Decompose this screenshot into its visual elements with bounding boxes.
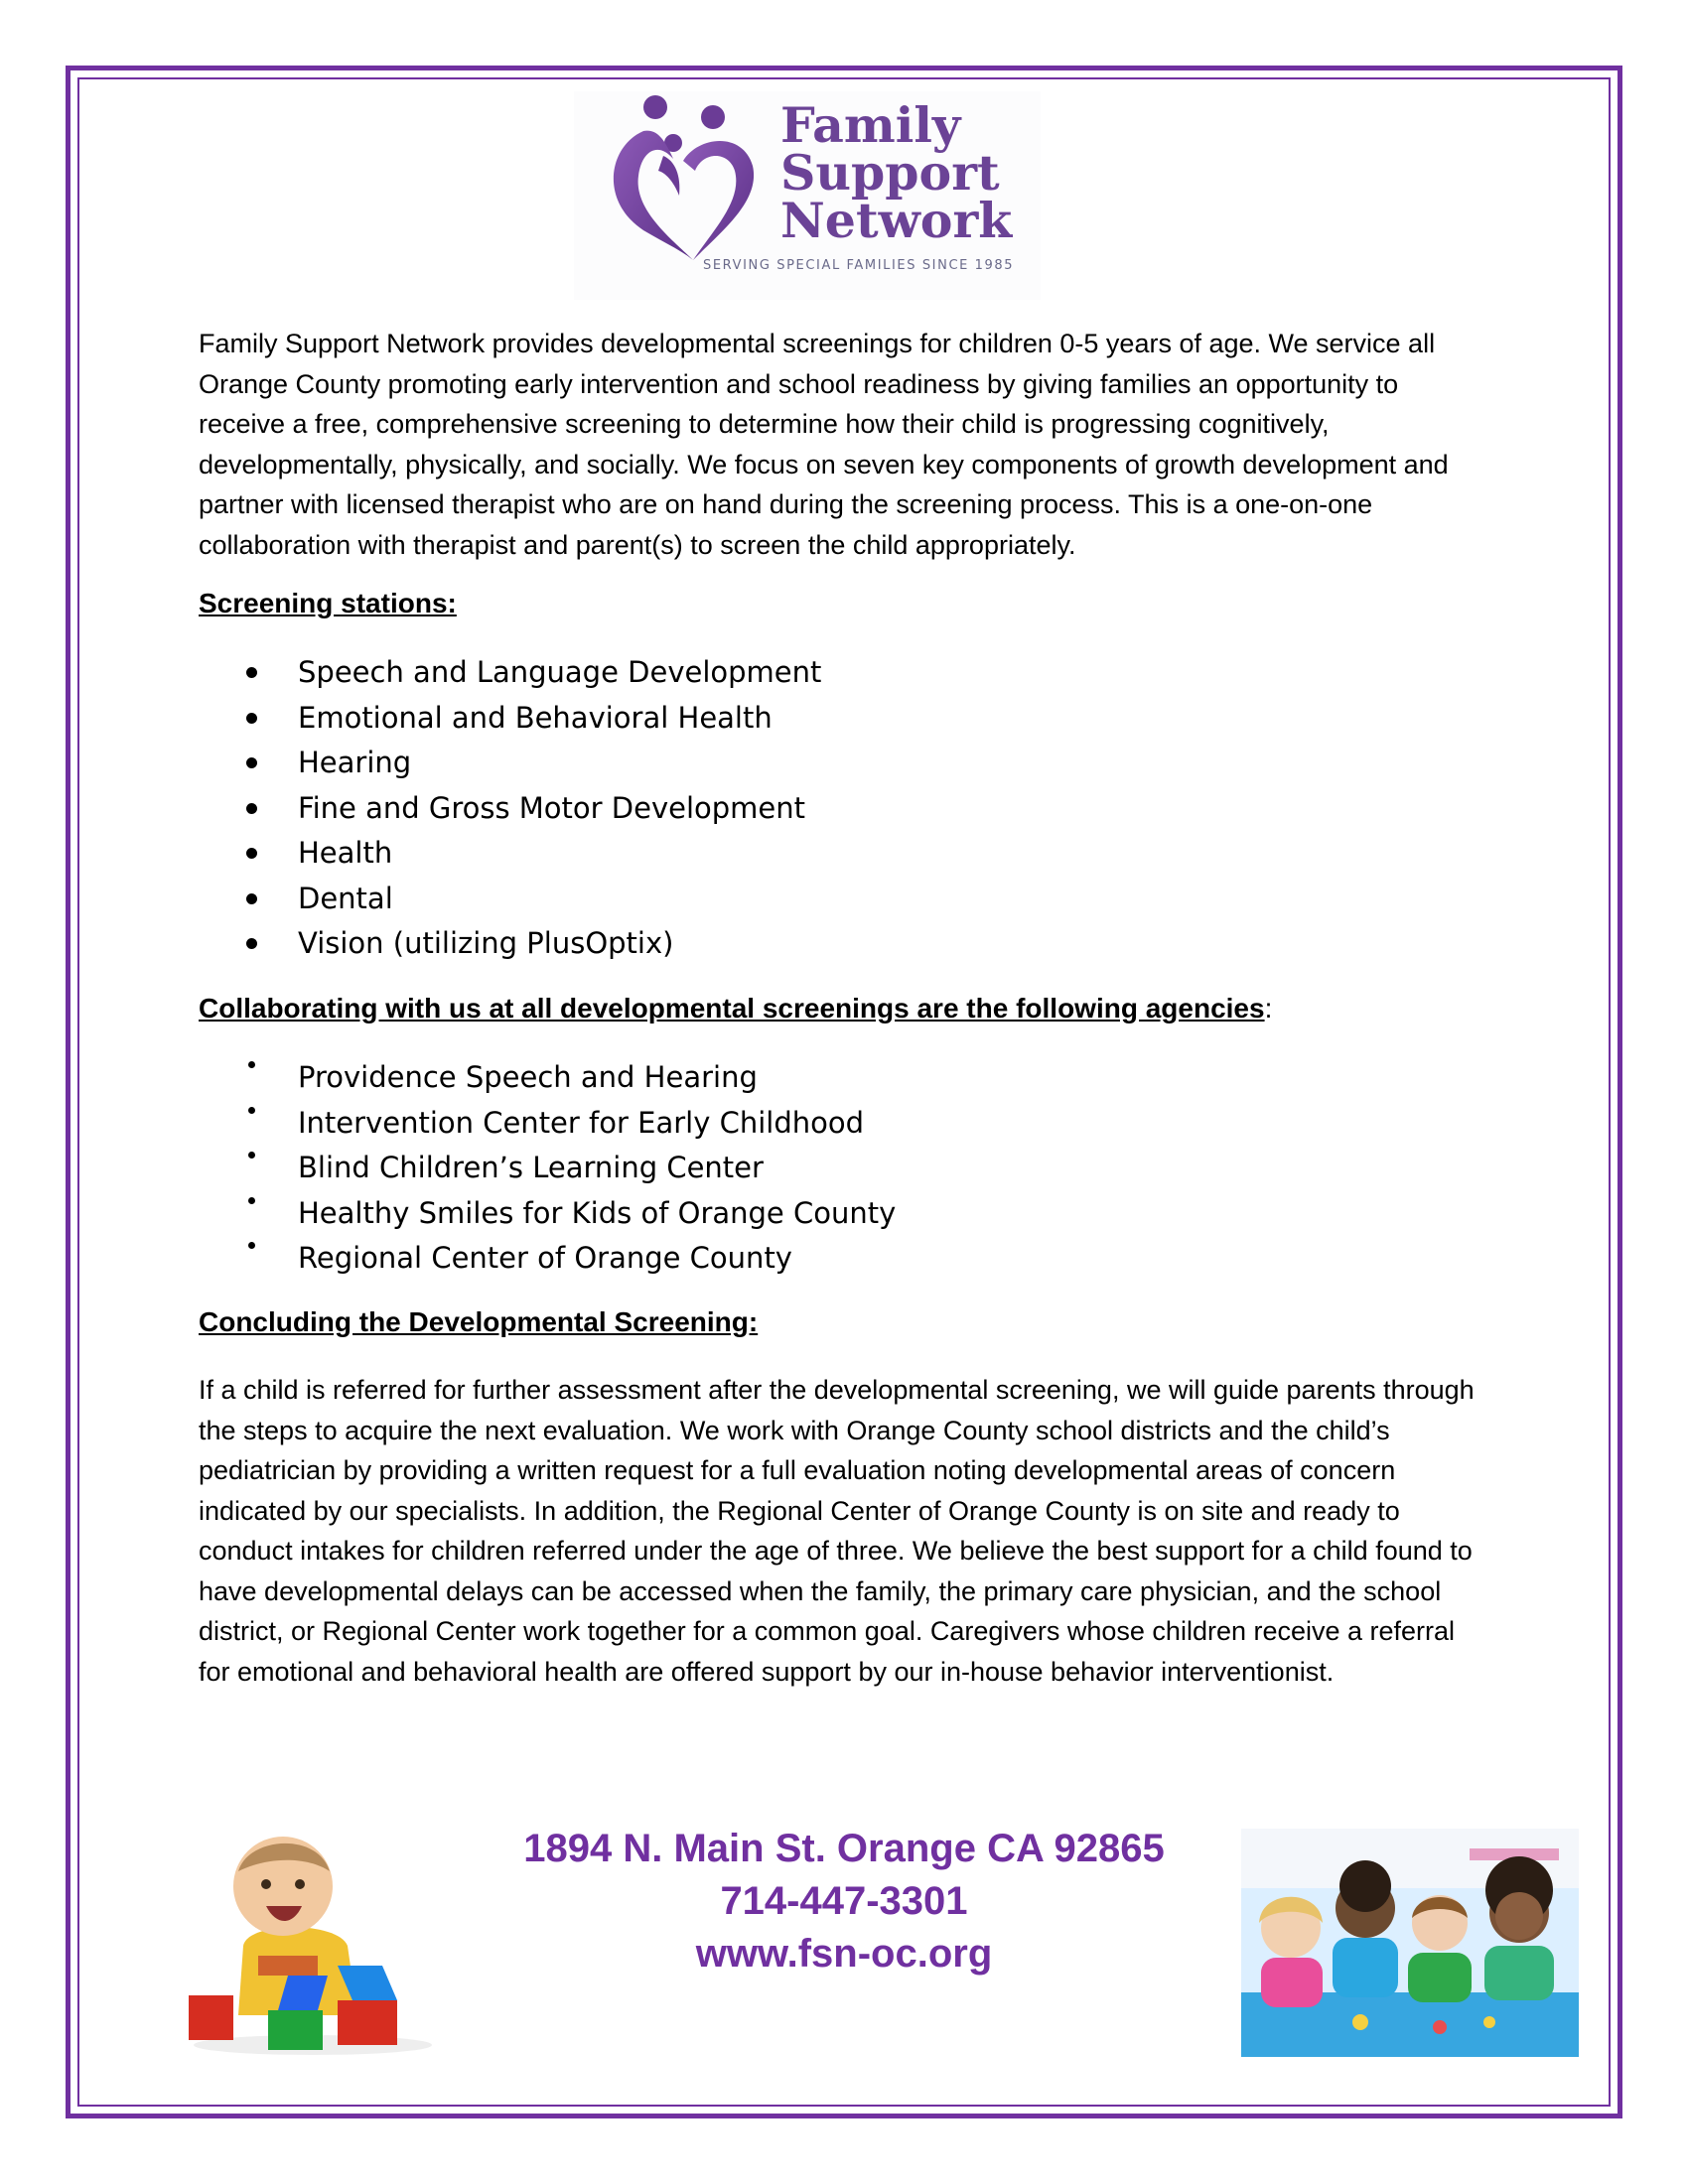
logo-line-support: Support [780, 144, 1000, 202]
intro-section [199, 324, 1489, 565]
agencies-list-wrap [199, 1055, 1489, 1282]
list-item: Hearing [199, 741, 1489, 786]
bullet-icon [246, 757, 257, 768]
list-item: Health [199, 831, 1489, 877]
agencies-heading: Collaborating with us at all developmental screenings are the following agencies [199, 993, 1265, 1024]
list-item: Vision (utilizing PlusOptix) [199, 921, 1489, 967]
agencies-heading-wrap [199, 993, 1489, 1024]
bullet-icon [246, 848, 257, 859]
bullet-icon [246, 938, 257, 949]
screening-stations-section [199, 588, 1489, 619]
list-item: Providence Speech and Hearing [199, 1055, 1489, 1101]
list-item: Regional Center of Orange County [199, 1236, 1489, 1282]
screening-stations-heading: Screening stations: [199, 588, 457, 618]
concluding-section [199, 1306, 1489, 1338]
logo-line-network: Network [780, 192, 1013, 249]
intro-paragraph: Family Support Network provides developmental screenings for children 0-5 years of age. We service all Orange County promoting early intervention and school readiness by giving families an opportunity to receive a free, comprehensive screening to determine how their child is progressing cognitively, developmentally, physically, and socially. We focus on seven key components of growth development and partner with licensed therapist who are on hand during the screening process. This is a one-on-one collaboration with therapist and parent(s) to screen the child appropriately. [199, 329, 1449, 560]
list-item: Fine and Gross Motor Development [199, 786, 1489, 832]
bullet-icon [246, 893, 257, 904]
website-link[interactable]: www.fsn-oc.org [695, 1932, 993, 1976]
screening-stations-list-wrap [199, 650, 1489, 967]
heart-family-icon [604, 91, 782, 265]
concluding-paragraph: If a child is referred for further assessment after the developmental screening, we will guide parents through the steps to acquire the next evaluation. We work with Orange County school districts and the child’s pediatrician by providing a written request for a full evaluation noting developmental areas of concern indicated by our specialists. In addition, the Regional Center of Orange County is on site and ready to conduct intakes for children referred under the age of three. We believe the best support for a child found to have developmental delays can be accessed when the family, the primary care physician, and the school district, or Regional Center work together for a common goal. Caregivers whose children receive a referral for emotional and behavioral health are offered support by our in-house behavior interventionist. [199, 1375, 1475, 1687]
list-item: Speech and Language Development [199, 650, 1489, 696]
list-item: Emotional and Behavioral Health [199, 696, 1489, 742]
address-text: 1894 N. Main St. Orange CA 92865 [523, 1827, 1165, 1870]
baby-with-blocks-photo [189, 1827, 437, 2055]
bullet-icon [248, 1242, 255, 1249]
logo-tagline: SERVING SPECIAL FAMILIES SINCE 1985 [703, 258, 1015, 273]
contact-block [447, 1823, 1241, 1980]
phone-text[interactable]: 714-447-3301 [720, 1879, 968, 1923]
family-support-network-logo [574, 91, 1041, 300]
list-item: Intervention Center for Early Childhood [199, 1101, 1489, 1147]
list-item: Healthy Smiles for Kids of Orange County [199, 1191, 1489, 1237]
concluding-heading: Concluding the Developmental Screening: [199, 1306, 759, 1337]
list-item: Dental [199, 877, 1489, 922]
bullet-icon [246, 803, 257, 814]
bullet-icon [248, 1061, 255, 1068]
bullet-icon [248, 1152, 255, 1159]
agencies-heading-colon: : [1264, 993, 1273, 1024]
concluding-body [199, 1370, 1489, 1692]
bullet-icon [248, 1197, 255, 1204]
agencies-section [199, 993, 1489, 1024]
screening-stations-list [199, 650, 1489, 967]
logo-wordmark [780, 96, 1013, 249]
bullet-icon [248, 1107, 255, 1114]
logo-line-family: Family [780, 96, 961, 154]
bullet-icon [246, 713, 257, 724]
list-item: Blind Children’s Learning Center [199, 1146, 1489, 1191]
agencies-list [199, 1055, 1489, 1282]
children-playing-photo [1241, 1829, 1579, 2057]
bullet-icon [246, 667, 257, 678]
